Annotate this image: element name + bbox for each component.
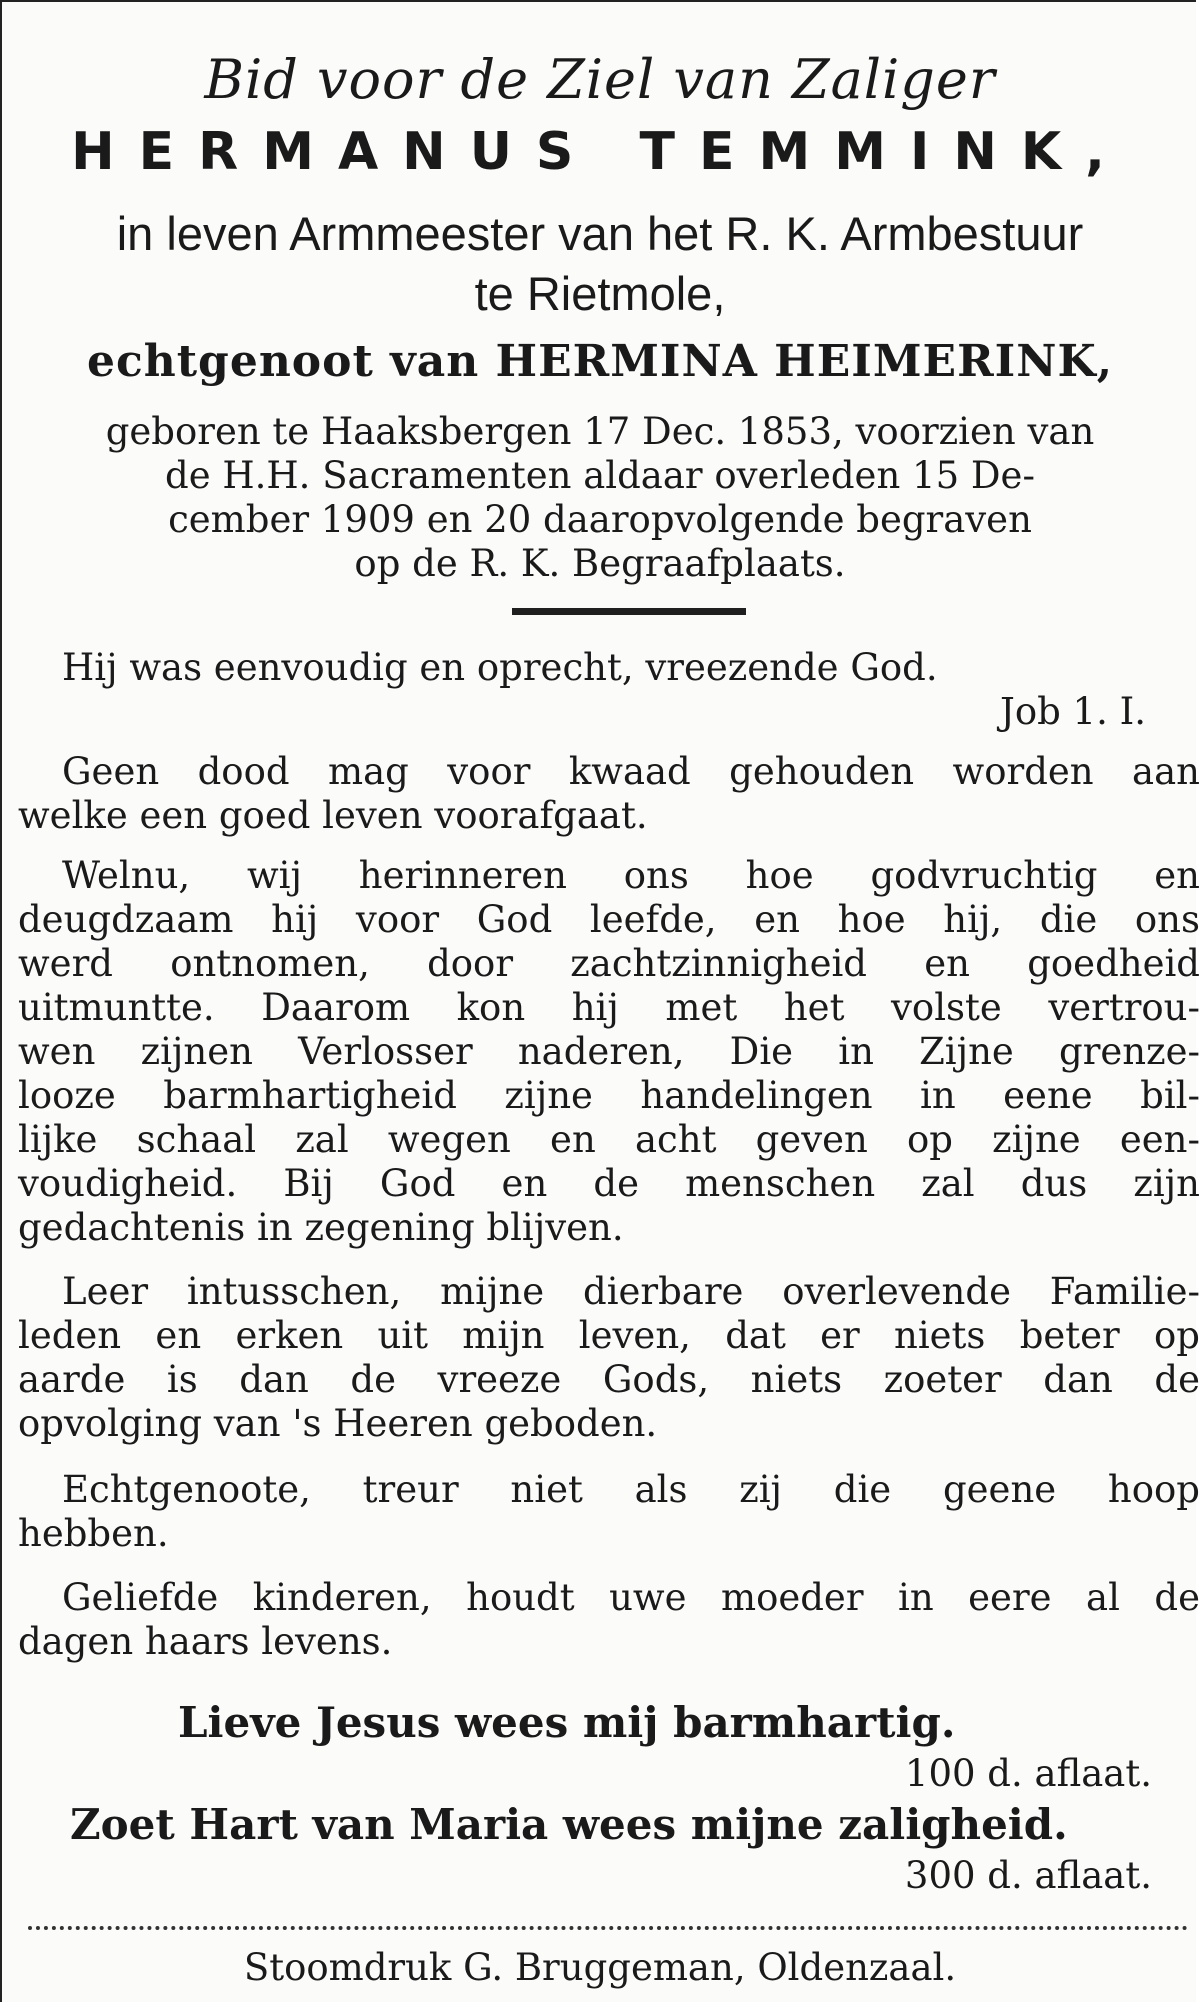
- paragraph-line: deugdzaam hij voor God leefde, en hoe hij, die ons: [18, 898, 1200, 941]
- quote-text: Hij was eenvoudig en oprecht, vreezende God.: [62, 646, 938, 689]
- paragraph-line: opvolging van 's Heeren geboden.: [18, 1402, 658, 1445]
- bio-line: cember 1909 en 20 daaropvolgende begraven: [168, 498, 1032, 541]
- prayer-2: Zoet Hart van Maria wees mijne zaligheid.: [70, 1800, 1068, 1849]
- paragraph-line: welke een goed leven voorafgaat.: [18, 794, 648, 837]
- paragraph-line: voudigheid. Bij God en de menschen zal dus zijn: [18, 1162, 1200, 1205]
- spouse-line: echtgenoot van HERMINA HEIMERINK,: [86, 336, 1114, 387]
- paragraph-line: Leer intusschen, mijne dierbare overlevende Familie-: [62, 1270, 1200, 1313]
- role-line-1: in leven Armmeester van het R. K. Armbestuur: [116, 207, 1084, 260]
- indulgence-2: 300 d. aflaat.: [904, 1854, 1152, 1897]
- paragraph-line: looze barmhartigheid zijne handelingen in eene bil-: [18, 1074, 1200, 1117]
- printer-credit: Stoomdruk G. Bruggeman, Oldenzaal.: [243, 1946, 957, 1989]
- paragraph-line: uitmuntte. Daarom kon hij met het volste vertrou-: [18, 986, 1200, 1029]
- prayer-1: Lieve Jesus wees mij barmhartig.: [178, 1698, 956, 1747]
- bio-line: de H.H. Sacramenten aldaar overleden 15 De-: [165, 454, 1035, 497]
- divider-rule: [512, 608, 746, 615]
- paragraph-line: wen zijnen Verlosser naderen, Die in Zijne grenze-: [18, 1030, 1200, 1073]
- dotted-divider: [28, 1926, 1188, 1930]
- bio-line: geboren te Haaksbergen 17 Dec. 1853, voorzien van: [105, 410, 1095, 453]
- paragraph-line: lijke schaal zal wegen en acht geven op zijne een-: [18, 1118, 1200, 1161]
- invocation: Bid voor de Ziel van Zaliger: [204, 48, 996, 111]
- paragraph-line: Geliefde kinderen, houdt uwe moeder in eere al de: [62, 1576, 1200, 1619]
- paragraph-line: leden en erken uit mijn leven, dat er niets beter op: [18, 1314, 1200, 1357]
- deceased-name: HERMANUS TEMMINK,: [71, 122, 1129, 182]
- paragraph-line: werd ontnomen, door zachtzinnigheid en goedheid: [18, 942, 1200, 985]
- indulgence-1: 100 d. aflaat.: [904, 1752, 1152, 1795]
- paragraph-line: hebben.: [18, 1512, 169, 1555]
- paragraph-line: Geen dood mag voor kwaad gehouden worden aan: [62, 750, 1200, 793]
- paragraph-line: aarde is dan de vreeze Gods, niets zoeter dan de: [18, 1358, 1200, 1401]
- paragraph-line: gedachtenis in zegening blijven.: [18, 1206, 624, 1249]
- bio-line: op de R. K. Begraafplaats.: [354, 542, 846, 585]
- paragraph-line: Echtgenoote, treur niet als zij die geene hoop: [62, 1468, 1200, 1511]
- paragraph-line: Welnu, wij herinneren ons hoe godvruchtig en: [62, 854, 1200, 897]
- quote-source: Job 1. I.: [1000, 690, 1146, 733]
- paragraph-line: dagen haars levens.: [18, 1620, 393, 1663]
- role-line-2: te Rietmole,: [474, 267, 726, 320]
